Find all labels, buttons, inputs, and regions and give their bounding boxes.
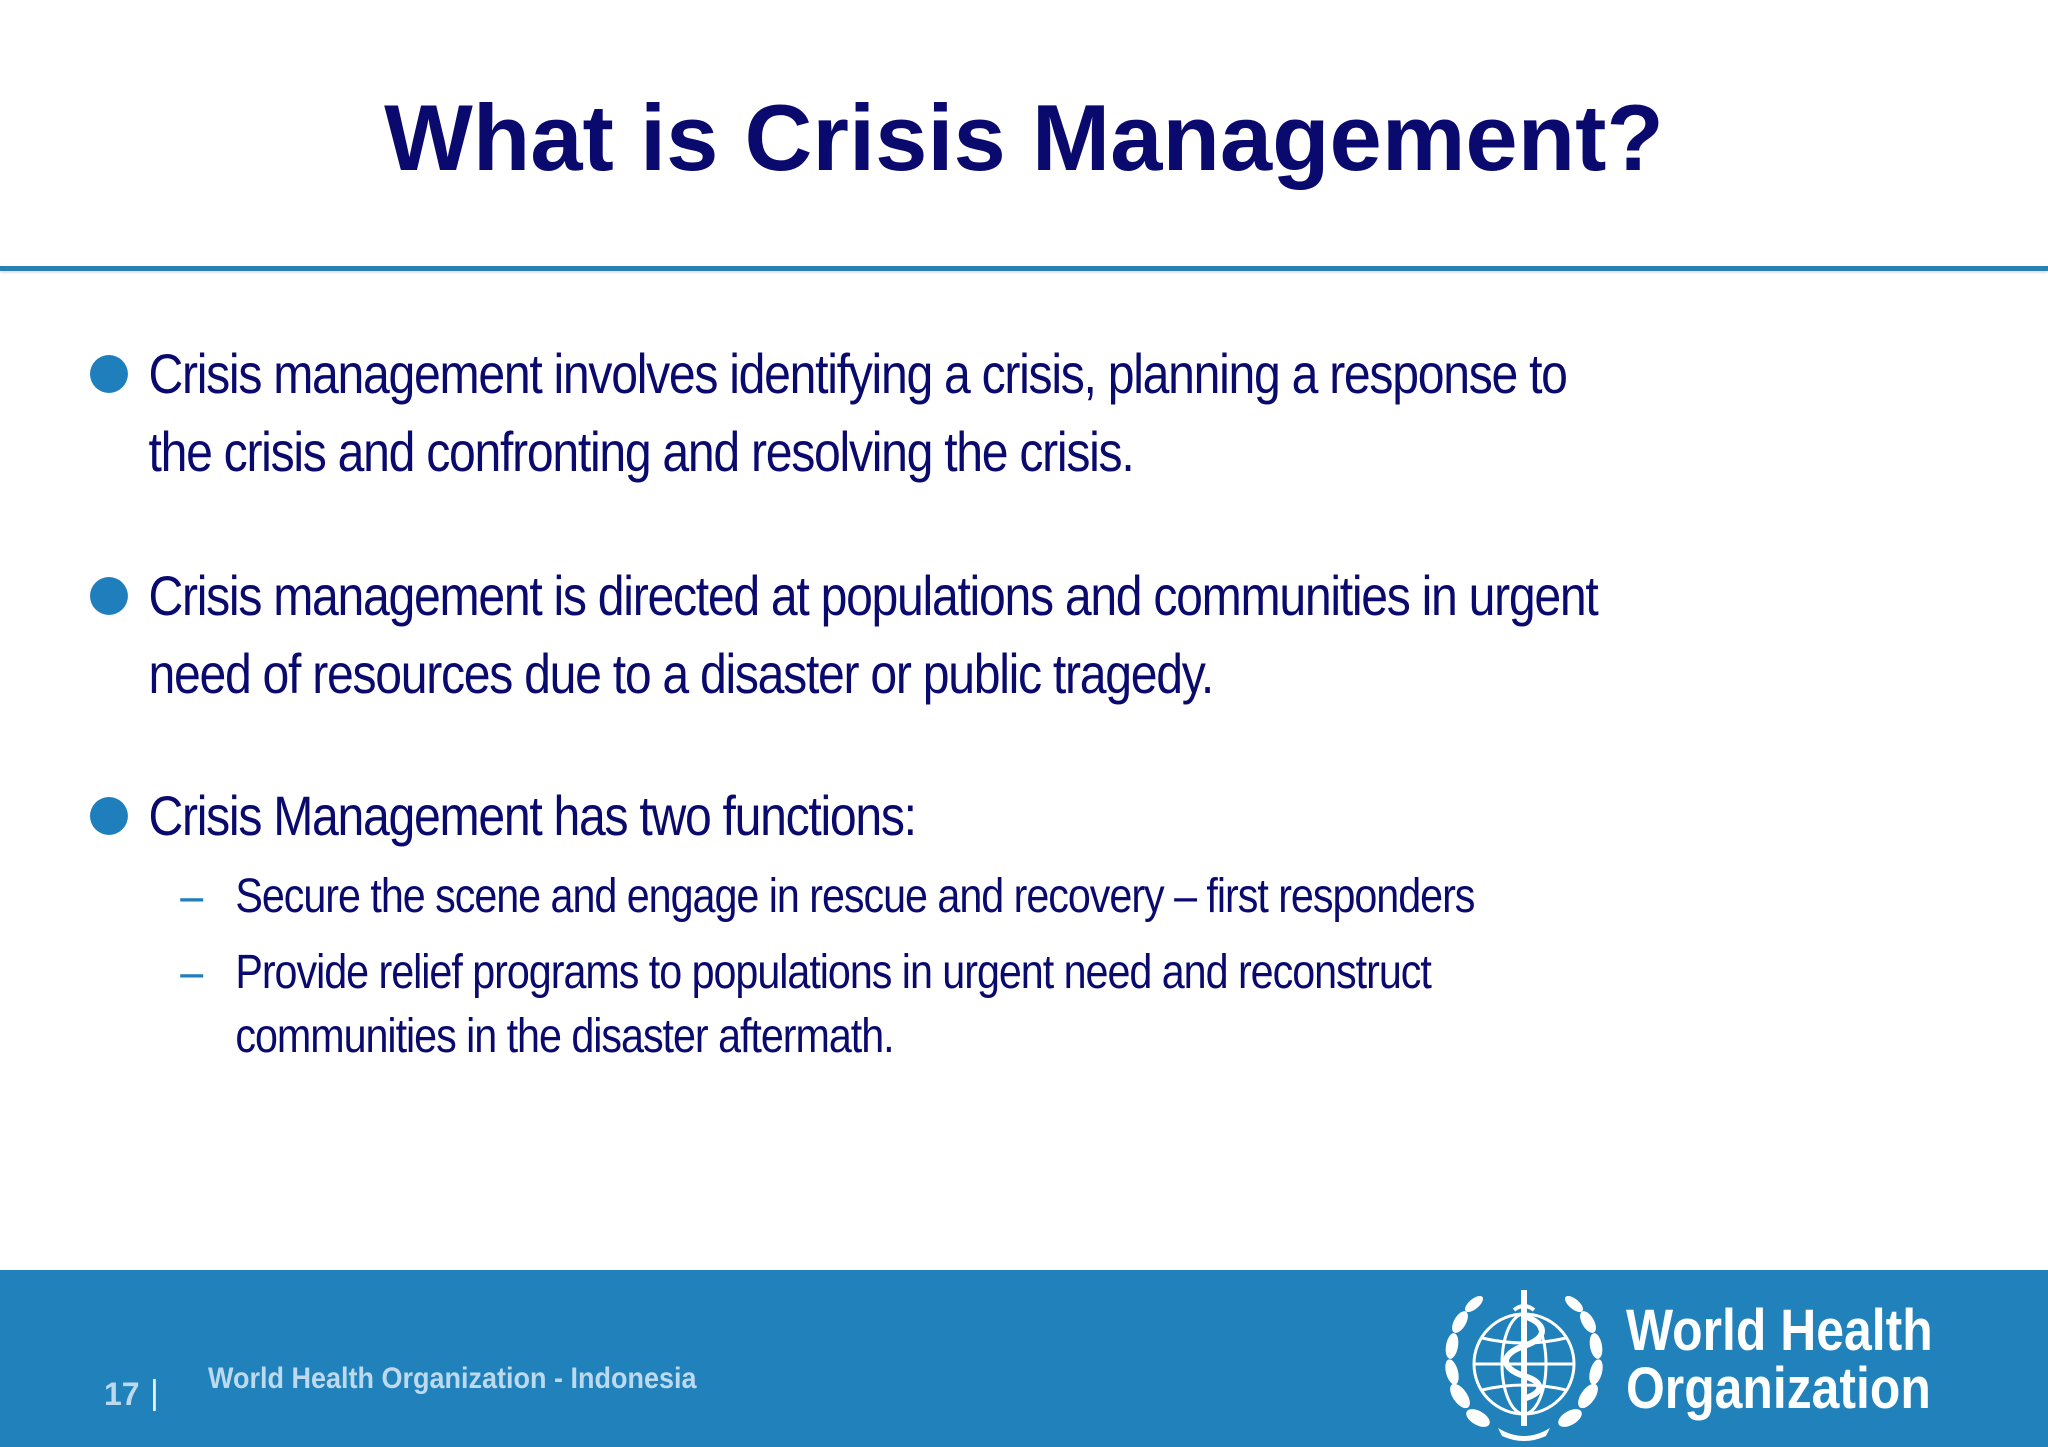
- sub-bullet-list: [90, 865, 2048, 1081]
- sub-bullet-line: Secure the scene and engage in rescue and recovery – first responders: [235, 870, 1475, 923]
- bullet-item-1: [90, 335, 1954, 491]
- footer-org-label: World Health Organization - Indonesia: [208, 1362, 697, 1395]
- bullet-line: Crisis management involves identifying a crisis, planning a response to: [148, 342, 1567, 405]
- bullet-line: Crisis Management has two functions:: [148, 784, 916, 847]
- bullet-item-2: [90, 557, 1954, 713]
- title-divider: [0, 266, 2048, 271]
- dash-icon: –: [180, 946, 204, 999]
- sub-bullet-line: Provide relief programs to populations in urgent need and reconstruct: [235, 946, 1431, 999]
- footer-bar: [0, 1270, 2048, 1447]
- slide-title: What is Crisis Management?: [384, 85, 1664, 190]
- logo-line: World Health: [1626, 1298, 1933, 1363]
- logo-line: Organization: [1626, 1356, 1931, 1421]
- bullet-dot-icon: [90, 355, 128, 393]
- bullet-dot-icon: [90, 797, 128, 835]
- bullet-line: Crisis management is directed at populations and communities in urgent: [148, 564, 1598, 627]
- sub-bullet-item-1: [90, 865, 1896, 929]
- page-separator: |: [150, 1374, 159, 1412]
- bullet-item-3: [90, 777, 1954, 855]
- sub-bullet-item-2: [90, 941, 1896, 1069]
- bullet-dot-icon: [90, 577, 128, 615]
- dash-icon: –: [180, 870, 204, 923]
- sub-bullet-line: communities in the disaster aftermath.: [235, 1010, 894, 1063]
- bullet-line: the crisis and confronting and resolving the crisis.: [148, 420, 1134, 483]
- who-logo-text: [1626, 1298, 1933, 1421]
- who-logo: [1438, 1276, 2048, 1446]
- who-emblem-icon: [1438, 1276, 1614, 1446]
- page-number: 17: [104, 1376, 140, 1412]
- bullet-line: need of resources due to a disaster or public tragedy.: [148, 642, 1214, 705]
